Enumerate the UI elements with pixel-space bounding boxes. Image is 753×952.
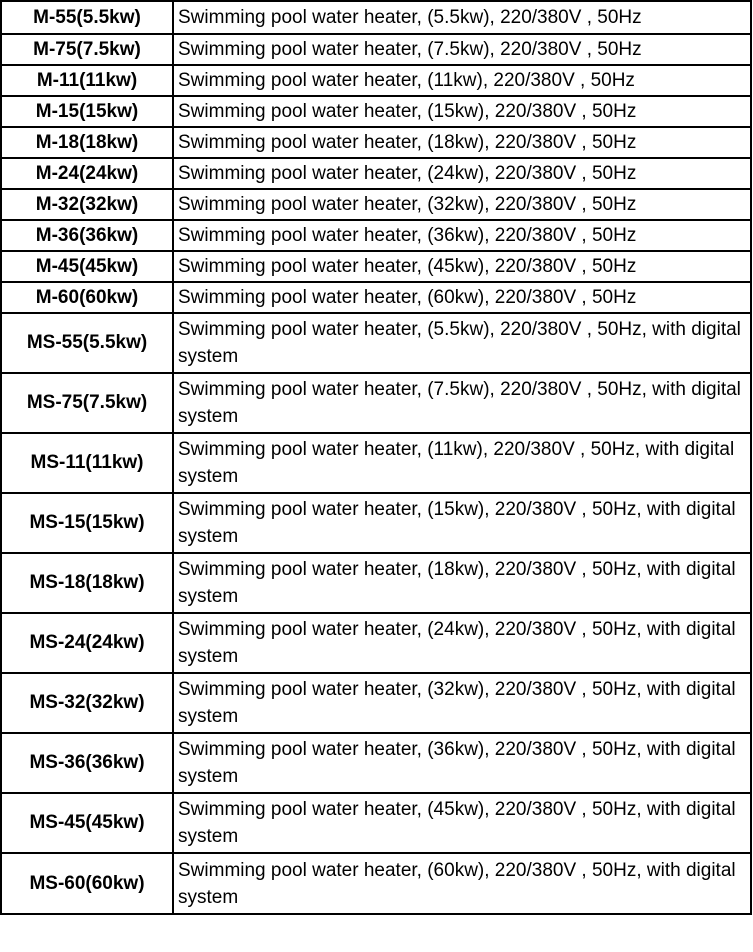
description-cell: Swimming pool water heater, (45kw), 220/380V , 50Hz, with digital system [173, 793, 751, 853]
model-cell: MS-45(45kw) [1, 793, 173, 853]
model-cell: M-15(15kw) [1, 96, 173, 127]
description-cell: Swimming pool water heater, (45kw), 220/380V , 50Hz [173, 251, 751, 282]
table-row [1, 34, 751, 65]
model-cell: MS-18(18kw) [1, 553, 173, 613]
model-cell: M-32(32kw) [1, 189, 173, 220]
description-cell: Swimming pool water heater, (18kw), 220/380V , 50Hz [173, 127, 751, 158]
table-row [1, 96, 751, 127]
description-cell: Swimming pool water heater, (15kw), 220/380V , 50Hz, with digital system [173, 493, 751, 553]
description-cell: Swimming pool water heater, (32kw), 220/380V , 50Hz, with digital system [173, 673, 751, 733]
table-row [1, 673, 751, 733]
table-row [1, 433, 751, 493]
model-cell: MS-11(11kw) [1, 433, 173, 493]
model-cell: M-18(18kw) [1, 127, 173, 158]
description-cell: Swimming pool water heater, (60kw), 220/380V , 50Hz [173, 282, 751, 313]
description-cell: Swimming pool water heater, (11kw), 220/380V , 50Hz [173, 65, 751, 96]
table-row [1, 1, 751, 34]
description-cell: Swimming pool water heater, (36kw), 220/380V , 50Hz, with digital system [173, 733, 751, 793]
table-row [1, 189, 751, 220]
table-row [1, 733, 751, 793]
description-cell: Swimming pool water heater, (7.5kw), 220/380V , 50Hz [173, 34, 751, 65]
description-cell: Swimming pool water heater, (5.5kw), 220/380V , 50Hz [173, 1, 751, 34]
description-cell: Swimming pool water heater, (15kw), 220/380V , 50Hz [173, 96, 751, 127]
table-row [1, 613, 751, 673]
model-cell: MS-75(7.5kw) [1, 373, 173, 433]
table-row [1, 793, 751, 853]
model-cell: M-24(24kw) [1, 158, 173, 189]
table-row [1, 853, 751, 914]
model-cell: MS-24(24kw) [1, 613, 173, 673]
table-row [1, 127, 751, 158]
product-spec-table-body [1, 1, 751, 914]
model-cell: MS-36(36kw) [1, 733, 173, 793]
description-cell: Swimming pool water heater, (24kw), 220/380V , 50Hz [173, 158, 751, 189]
description-cell: Swimming pool water heater, (32kw), 220/380V , 50Hz [173, 189, 751, 220]
table-row [1, 553, 751, 613]
table-row [1, 313, 751, 373]
description-cell: Swimming pool water heater, (5.5kw), 220/380V , 50Hz, with digital system [173, 313, 751, 373]
model-cell: M-11(11kw) [1, 65, 173, 96]
model-cell: MS-32(32kw) [1, 673, 173, 733]
table-row [1, 493, 751, 553]
description-cell: Swimming pool water heater, (18kw), 220/380V , 50Hz, with digital system [173, 553, 751, 613]
description-cell: Swimming pool water heater, (11kw), 220/380V , 50Hz, with digital system [173, 433, 751, 493]
description-cell: Swimming pool water heater, (36kw), 220/380V , 50Hz [173, 220, 751, 251]
description-cell: Swimming pool water heater, (24kw), 220/380V , 50Hz, with digital system [173, 613, 751, 673]
model-cell: M-60(60kw) [1, 282, 173, 313]
model-cell: MS-55(5.5kw) [1, 313, 173, 373]
table-row [1, 65, 751, 96]
table-row [1, 158, 751, 189]
table-row [1, 251, 751, 282]
model-cell: M-75(7.5kw) [1, 34, 173, 65]
model-cell: M-36(36kw) [1, 220, 173, 251]
table-row [1, 220, 751, 251]
model-cell: M-45(45kw) [1, 251, 173, 282]
model-cell: MS-60(60kw) [1, 853, 173, 914]
model-cell: MS-15(15kw) [1, 493, 173, 553]
description-cell: Swimming pool water heater, (7.5kw), 220/380V , 50Hz, with digital system [173, 373, 751, 433]
table-row [1, 282, 751, 313]
description-cell: Swimming pool water heater, (60kw), 220/380V , 50Hz, with digital system [173, 853, 751, 914]
model-cell: M-55(5.5kw) [1, 1, 173, 34]
table-row [1, 373, 751, 433]
